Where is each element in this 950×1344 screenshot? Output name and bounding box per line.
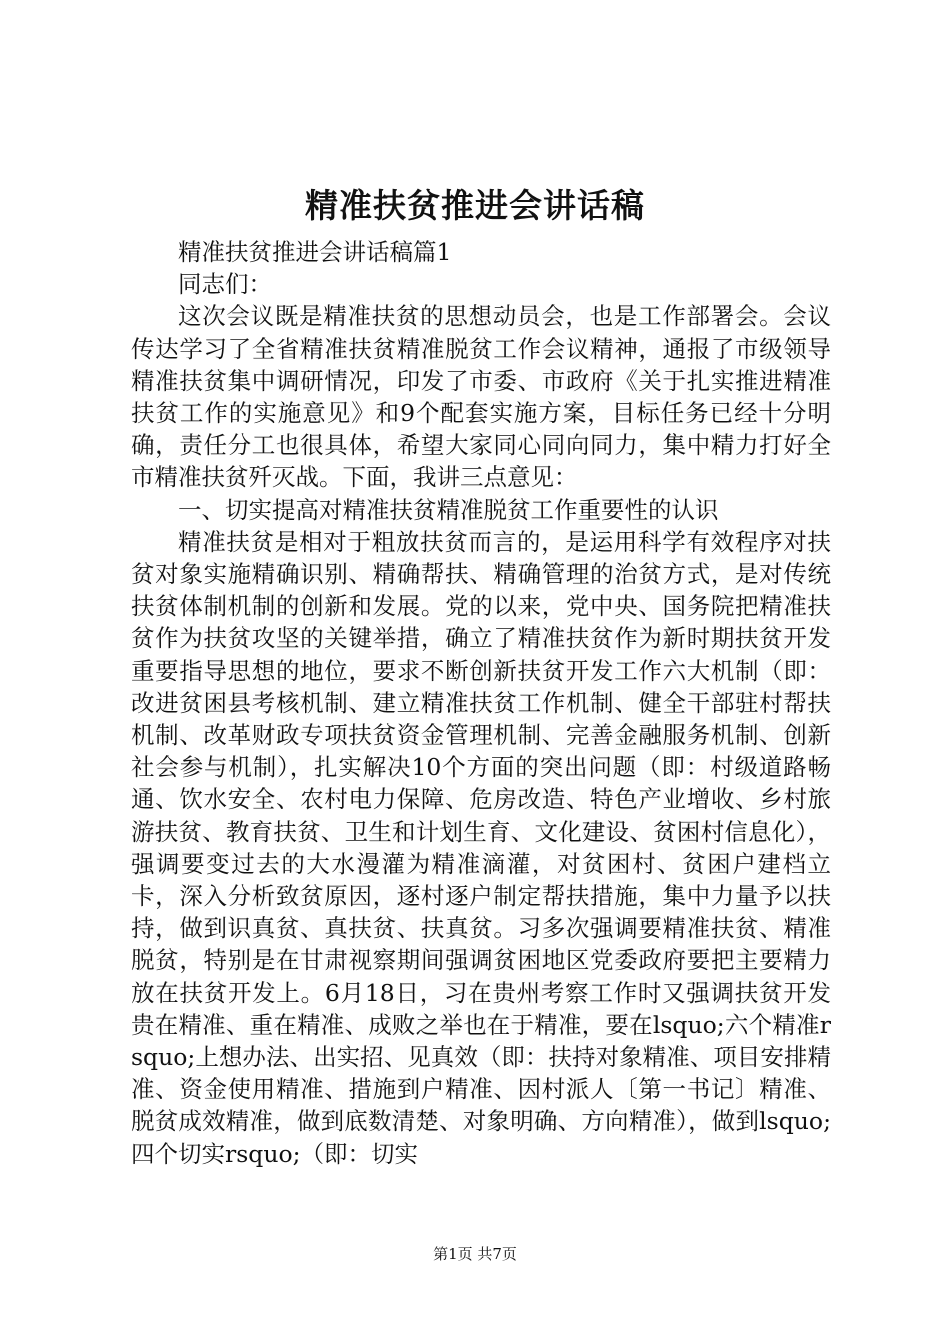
paragraph-salutation: 同志们： [178, 270, 272, 299]
section-heading-1: 一、切实提高对精准扶贫精准脱贫工作重要性的认识 [178, 495, 719, 524]
document-title: 精准扶贫推进会讲话稿 [305, 186, 645, 225]
paragraph-intro: 这次会议既是精准扶贫的思想动员会，也是工作部署会。会议传达学习了全省精准扶贫精准脱贫工作会议精神，通报了市级领导精准扶贫集中调研情况，印发了市委、市政府《关于扎实推进精准扶贫工作的实施意见》和9个配套实施方案，目标任务已经十分明确，责任分工也很具体，希望大家同心同向同力，集中精力打好全市精准扶贫歼灭战。下面，我讲三点意见： [131, 302, 831, 492]
document-body [131, 236, 831, 1170]
paragraph-subtitle: 精准扶贫推进会讲话稿篇1 [178, 238, 452, 266]
paragraph-section-1: 精准扶贫是相对于粗放扶贫而言的，是运用科学有效程序对扶贫对象实施精确识别、精确帮扶、精确管理的治贫方式，是对传统扶贫体制机制的创新和发展。党的以来，党中央、国务院把精准扶贫作为扶贫攻坚的关键举措，确立了精准扶贫作为新时期扶贫开发重要指导思想的地位，要求不断创新扶贫开发工作六大机制（即：改进贫困县考核机制、建立精准扶贫工作机制、健全干部驻村帮扶机制、改革财政专项扶贫资金管理机制、完善金融服务机制、创新社会参与机制），扎实解决10个方面的突出问题（即：村级道路畅通、饮水安全、农村电力保障、危房改造、特色产业增收、乡村旅游扶贫、教育扶贫、卫生和计划生育、文化建设、贫困村信息化），强调要变过去的大水漫灌为精准滴灌，对贫困村、贫困户建档立卡，深入分析致贫原因，逐村逐户制定帮扶措施，集中力量予以扶持，做到识真贫、真扶贫、扶真贫。习多次强调要精准扶贫、精准脱贫，特别是在甘肃视察期间强调贫困地区党委政府要把主要精力放在扶贫开发上。6月18日，习在贵州考察工作时又强调扶贫开发贵在精准、重在精准、成败之举也在于精准，要在lsquo;六个精准rsquo;上想办法、出实招、见真效（即：扶持对象精准、项目安排精准、资金使用精准、措施到户精准、因村派人〔第一书记〕精准、脱贫成效精准，做到底数清楚、对象明确、方向精准），做到lsquo;四个切实rsquo;（即：切实 [131, 527, 831, 1168]
page-footer: 第1页 共7页 [433, 1245, 517, 1263]
